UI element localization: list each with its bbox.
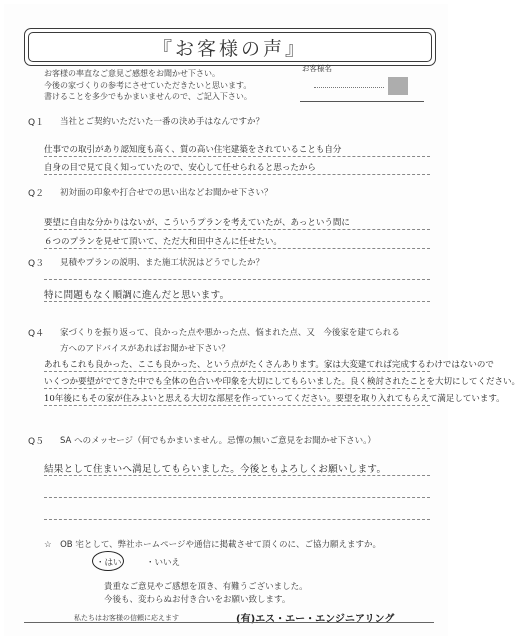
answer-rule <box>44 475 430 476</box>
title-frame <box>24 28 436 66</box>
closing-line: 今後も、変わらぬお付き合いをお願い致します。 <box>104 595 291 605</box>
q2-text: 初対面の印象や打合せでの思い出などお聞かせ下さい？ <box>60 188 273 198</box>
customer-name-label: お客様名 <box>302 64 332 73</box>
q1-text: 当社とご契約いただいた一番の決め手はなんですか？ <box>60 117 265 127</box>
q1-number: Q１ <box>28 118 45 128</box>
answer-rule <box>44 388 430 389</box>
ob-consent-question: ☆ OB 宅として、弊社ホームページや通信に掲載させて頂くのに、ご協力願えますか。 <box>44 540 382 550</box>
answer-rule <box>44 519 430 520</box>
q3-answer-line: 特に問題もなく順調に進んだと思います。 <box>44 290 230 301</box>
footer-tagline: 私たちはお客様の信頼に応えます <box>74 614 179 622</box>
q4-answer-line: いくつか要望がでてきた中でも全体の色合いや印象を大切にしてもらいました。良く検討されたことを大切にしてください。 <box>44 377 520 387</box>
q3-number: Q３ <box>28 259 45 269</box>
q4-text-continued: 方へのアドバイスがあればお聞かせ下さい？ <box>60 344 230 354</box>
footer-rule <box>24 622 434 623</box>
company-name: (有)エス・エー・エンジニアリング <box>236 614 395 625</box>
q4-answer-line: 10年後にもその家が住みよいと思える大切な部屋を作っていってください。要望を取り入れてもらえて満足しています。 <box>44 394 505 404</box>
intro-line: お客様の率直なご意見ご感想をお聞かせ下さい。 <box>44 69 220 78</box>
intro-line: 書けることを多少でもかまいませんので、ご記入下さい。 <box>44 92 252 101</box>
q4-text: 家づくりを振り返って、良かった点や悪かった点、悩まれた点、又 今後家を建てられる <box>60 328 400 338</box>
intro-line: 今後の家づくりの参考にさせていただきたいと思います。 <box>44 80 252 90</box>
answer-rule <box>44 279 430 280</box>
q4-answer-line: あれもこれも良かった、ここも良かった、という点がたくさんあります。家は大変建てれば完成するわけではないので <box>44 360 494 370</box>
closing-message <box>104 581 364 607</box>
q5-number: Q５ <box>28 437 45 447</box>
intro-text <box>44 68 294 103</box>
answer-rule <box>44 229 430 230</box>
answer-rule <box>44 301 430 302</box>
q3-text: 見積やプランの説明、また施工状況はどうでしたか？ <box>60 258 265 268</box>
redaction-block <box>388 77 408 95</box>
redacted-name <box>314 87 384 90</box>
choice-yes[interactable]: ・はい <box>96 558 122 568</box>
answer-rule <box>44 371 430 372</box>
q2-answer-line: 要望に自由な分かりはないが、こういうプランを考えていたが、あっという間に <box>44 218 350 228</box>
customer-name-field <box>300 73 424 102</box>
survey-sheet <box>4 4 520 636</box>
q1-answer-line: 仕事での取引があり認知度も高く、質の高い住宅建築をされていることも自分 <box>44 145 342 155</box>
page-title: 『お客様の声』 <box>28 32 432 62</box>
answer-rule <box>44 174 430 175</box>
closing-line: 貴重なご意見やご感想を頂き、有難うございました。 <box>104 582 308 592</box>
q5-answer-line: 結果として住まいへ満足してもらいました。今後ともよろしくお願いします。 <box>44 464 387 475</box>
q2-number: Q２ <box>28 189 45 199</box>
q4-number: Q４ <box>28 329 45 339</box>
q2-answer-line: ６つのプランを見せて頂いて、ただ大和田中さんに任せたい。 <box>44 237 282 247</box>
answer-rule <box>44 405 430 406</box>
q5-text: SA へのメッセージ（何でもかまいません。忌憚の無いご意見をお聞かせ下さい。） <box>60 436 376 446</box>
answer-rule <box>44 156 430 157</box>
q1-answer-line: 自身の目で見て良く知っていたので、安心して任せられると思ったから <box>44 163 316 173</box>
choice-no[interactable]: ・いいえ <box>146 558 181 568</box>
answer-rule <box>44 248 430 249</box>
answer-rule <box>44 497 430 498</box>
